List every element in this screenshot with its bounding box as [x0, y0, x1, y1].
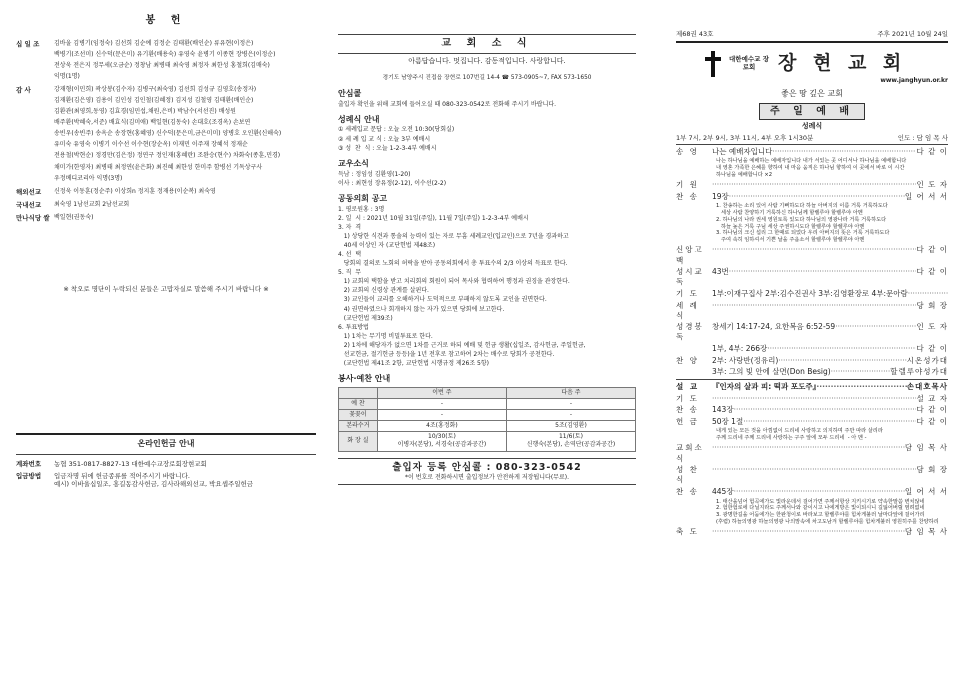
worship-order-content: 3부: 그의 빛 안에 살면(Don Besig): [712, 367, 831, 377]
worship-order-key: 찬 송: [676, 191, 699, 201]
news-column: [338, 0, 636, 678]
worship-order-item: [676, 322, 948, 342]
table-row: 화 장 실 10/30(토) 이병자(본당), 서경숙(공감과공간) 11/6(토) 신행숙(본당), 손역단(공감과공간): [339, 432, 636, 451]
worship-order-note: 1. 태산을넘어 험곡에가도 빛라운데서 걸어가면 주께서항상 지키시기로 약속한말씀 변치않네: [716, 498, 925, 505]
worship-order-key: 교회소식: [676, 443, 704, 463]
volume-number: 제68권 43호: [676, 30, 714, 38]
worship-order-leader: 다 같 이: [916, 245, 948, 255]
worship-order-note: 하늘 높은 거룩 구님 세상 주권하시도다 할렐루야 할렐루야 아멘: [716, 223, 865, 230]
worship-order-leader: 일 어 서 서: [904, 486, 948, 496]
offering-names-line: 김환관(최영희,동영) 김효경(임민섭,채원,은비) 박남수(서선진) 배성원: [54, 108, 236, 116]
news-line: 이사 : 최현성 장유정(2-12), 이수선(2-2): [338, 179, 447, 187]
worship-order-note: (후렴) 하늘의영광 하늘의영광 나의맘속에 차고도남겨 할렐루야를 힘차게불러 영원히주를 찬양하리: [716, 518, 939, 525]
method-line-1: 입금자명 뒤에 헌금종류를 적어주시기 바랍니다.: [54, 471, 190, 480]
worship-order-content: 19장: [712, 191, 729, 201]
news-section-title: 교우소식: [338, 158, 369, 168]
worship-order-key: 기 도: [676, 288, 699, 298]
worship-order-item: [676, 443, 948, 463]
news-line: (교단헌법 제41조 2항, 교단헌법 시행규정 제26조 5항): [338, 360, 489, 368]
offering-group: [16, 86, 316, 186]
worship-order-leader: 다 같 이: [916, 344, 948, 354]
service-table: [338, 387, 636, 452]
worship-order-content: 『인자의 살과 피: 떡과 포도주』: [712, 381, 817, 391]
worship-order-item: [676, 289, 948, 299]
table-row: 본라수거 4조(홍정화) 5조(김영환): [339, 421, 636, 432]
service-times: 1부 7시, 2부 9시, 3부 11시, 4부 오후 1시30분: [676, 133, 814, 142]
worship-order-leader: 시온성가대: [906, 355, 948, 365]
account-key: 계좌번호: [16, 459, 42, 468]
worship-title: 주 일 예 배: [759, 103, 865, 121]
news-line: ① 세례입교 문답 : 오늘 오전 10:30(당회실): [338, 126, 455, 134]
worship-column: [676, 0, 948, 678]
worship-order-note: 3. 광명한길을 어둠에가는 한완청이로 바라보고 할렐루야를 힘차게불러 날마다앞에 걸어가리: [716, 512, 925, 519]
worship-order-item: [676, 245, 948, 265]
worship-order-key: 찬 송: [676, 405, 699, 415]
worship-order-note: 2. 하나님의 나라 권세 영원토록 있도다 하나님의 영광나라 거룩 거룩하도다: [716, 216, 887, 223]
worship-order-key: 성시교독: [676, 267, 704, 287]
church-name: 장 현 교 회: [778, 51, 907, 74]
denomination-name: 대한예수교 장로회: [729, 54, 769, 71]
offering-group: [16, 40, 316, 84]
worship-order-key: 헌 금: [676, 416, 699, 426]
worship-order-key: 축 도: [676, 527, 699, 537]
worship-order-leader: 다 같 이: [916, 416, 948, 426]
worship-order-key: 찬 양: [676, 355, 699, 365]
news-line: 1) 교회의 택함을 받고 치리회의 회원이 되어 목사와 협력하여 행정과 권징을 관장한다.: [338, 278, 570, 286]
worship-order-content: 2부: 사랑반(정유리): [712, 355, 779, 365]
safe-call-number: 출입자 등록 안심콜 : 080-323-0542: [392, 461, 582, 473]
bulletin-date: 주후 2021년 10월 24일: [877, 30, 948, 38]
offering-group-key: 만나식당 쌀: [16, 213, 50, 222]
offering-group-key: 십 일 조: [16, 39, 40, 48]
worship-order-item: [676, 417, 948, 427]
offering-names-line: 강재형(이민희) 곽상봉(김수자) 김병구(최숙영) 김선희 김성규 김영호(송정자): [54, 85, 257, 93]
news-line: ③ 성 찬 식 : 오늘 1-2-3-4부 예배시: [338, 144, 437, 152]
offering-group: [16, 201, 316, 212]
offering-group: [16, 214, 316, 225]
service-head-next: 다음 주: [506, 387, 635, 398]
offering-names-line: 최숙영 1남선교회 2남선교회: [54, 200, 130, 208]
news-line: 당회의 결의로 노회의 허락을 받아 공동의회에서 총 투표수의 2/3 이상의 득표로 한다.: [338, 260, 568, 268]
news-line: 6. 투표방법: [338, 323, 369, 331]
offering-group-key: 국내선교: [16, 200, 42, 209]
worship-order-key: 기 도: [676, 393, 699, 403]
cross-icon: [704, 51, 722, 77]
table-row: 예 찬 - -: [339, 399, 636, 410]
worship-order-content: 1부:이재구집사 2부:김수진권사 3부:김영환장로 4부:문아람: [712, 288, 908, 298]
worship-order-content: 50장 1절: [712, 416, 744, 426]
worship-order-key: 찬 송: [676, 486, 699, 496]
offering-names-line: 배주환(박혜숙,서준) 배효식(김미애) 백일현(김동숙) 손대호(조경옥) 손보연: [54, 119, 251, 127]
worship-order-item: [676, 487, 948, 497]
worship-order-item: [676, 180, 948, 190]
offering-names-line: 백일현(권동숙): [54, 213, 94, 221]
worship-order-leader: 일 어 서 서: [904, 191, 948, 201]
news-line: 4) 권면하였으나 회개하지 않는 자가 있으면 당회에 보고한다.: [338, 305, 505, 313]
offering-names-line: 신정욱 이동훈(정순주) 이상희n 정지훈 정재용(이순복) 최숙영: [54, 187, 216, 195]
online-offering-title: 온라인헌금 안내: [137, 439, 195, 448]
worship-order-item: [676, 267, 948, 287]
worship-order-key: 신앙고백: [676, 245, 704, 265]
worship-order-note: 주여 속히 임하셔서 기쁜 날을 주옵소서 할렐루야 할렐루야 아멘: [716, 237, 865, 244]
worship-order-item: [676, 405, 948, 415]
worship-order-content: 나는 예배자입니다: [712, 146, 773, 156]
service-leader: 인도 : 담 임 목 사: [897, 133, 948, 142]
worship-order-item: [676, 465, 948, 485]
worship-order-item: [676, 527, 948, 537]
worship-order-item: [676, 379, 948, 392]
news-line: 득남 : 정임성 김환영(1-20): [338, 170, 411, 178]
worship-order-leader: 다 같 이: [916, 267, 948, 277]
worship-order-leader: 손대호목사: [906, 381, 948, 391]
church-logo: [676, 51, 948, 77]
greeting: 아름답습니다. 멋집니다. 감동적입니다. 사랑합니다.: [408, 56, 566, 65]
worship-order-key: 성 찬 식: [676, 465, 699, 485]
news-line: 4. 선 택: [338, 250, 362, 258]
worship-order-content: 1부, 4부: 266장: [712, 344, 768, 354]
safe-call-note: *이 번호로 전화하시면 출입정보가 안전하게 저장됩니다(무료).: [404, 474, 570, 482]
method-key: 입금방법: [16, 471, 42, 480]
worship-order-note: 2. 험한험로에 다닐지라도 주께서나와 같이시고 나에게방은 빛이되시니 길잃어버릴 염려없네: [716, 505, 925, 512]
service-title: 봉사·예찬 안내: [338, 374, 391, 384]
news-line: 1) 상당한 식견과 통솔의 능력이 있는 자로 무흠 세례교인(입교인)으로 7년을 경과하고: [338, 232, 569, 240]
worship-order: [676, 147, 948, 537]
news-line: 2. 일 시 : 2021년 10월 31일(주일), 11월 7일(주일) 1-2-3-4부 예배시: [338, 214, 529, 222]
offering-names-line: 김재환(김은영) 김용이 김인성 김인철(김혜정) 김지성 김철영 김태환(배인순): [54, 96, 254, 104]
worship-order-key: 세 례 식: [676, 300, 699, 320]
worship-order-key: 설 교: [676, 381, 700, 391]
news-section-title: 성례식 안내: [338, 114, 380, 124]
slogan: 좋은 땅 깊은 교회: [781, 88, 843, 98]
worship-order-content: 창세기 14:17-24, 요한복음 6:52-59: [712, 322, 836, 332]
offering-names-line: 김바울 김병기(임정숙) 김선희 김순예 김정순 김태환(배인순) 류유현(이정은): [54, 39, 254, 47]
worship-order-item: [676, 147, 948, 157]
worship-order-leader: 다 같 이: [916, 146, 948, 156]
online-offering-box: [16, 433, 316, 489]
ceremony-title: 성례식: [801, 122, 823, 131]
news-line: 5. 직 무: [338, 269, 362, 277]
worship-order-item: [676, 367, 948, 377]
offering-column: [16, 0, 316, 678]
worship-order-leader: 인 도 자: [916, 180, 948, 190]
news-section-title: 안심콜: [338, 88, 362, 98]
offering-names-line: 전상욱 전은지 정무세(오금순) 정창남 최병태 최숙영 최정자 최한성 홍철희(김매숙): [54, 61, 270, 69]
worship-order-leader: 담 임 목 사: [904, 443, 948, 453]
church-address: 경기도 남양주시 진접읍 장현로 107번길 14-4 ☎ 573-0905~7, FAX 573-1650: [382, 74, 592, 81]
news-sections: [338, 89, 636, 368]
offering-groups: [16, 40, 316, 226]
news-line: 1) 1차는 무기명 비밀투표로 한다.: [338, 332, 433, 340]
worship-order-note: 내게 있는 모든 것을 아낌없이 드리네 사랑하고 의지하며 주만 따라 살리라: [716, 428, 883, 435]
worship-order-key: 기 원: [676, 180, 699, 190]
offering-names-line: 익명(1명): [54, 72, 80, 80]
offering-names-line: 백병기(조선미) 신수덕(문은미) 유기환(배용숙) 유영숙 윤병기 이종현 장병은(이정순): [54, 50, 276, 58]
news-line: 출입자 확인을 위해 교회에 들어오실 때 080-323-0542로 전화해 주시기 바랍니다.: [338, 100, 557, 108]
worship-order-leader: 인 도 자: [916, 322, 948, 332]
offering-group: [16, 188, 316, 199]
table-row: 꽃꽂이 - -: [339, 410, 636, 421]
worship-order-leader: 당 회 장: [916, 300, 948, 310]
news-line: 1. 평로원홍 : 3명: [338, 205, 385, 213]
worship-order-note: 나는 하나님을 예배하는 예배자입니다 내가 서있는 곳 어디서나 하나님을 예배합니다: [716, 158, 907, 165]
service-head-empty: [339, 387, 378, 398]
worship-order-leader: 설 교 자: [916, 393, 948, 403]
worship-order-leader: 담 회 장: [916, 465, 948, 475]
worship-order-note: 하나님을 예배합니다 ×2: [716, 171, 773, 178]
offering-group-key: 해외선교: [16, 187, 42, 196]
account-number: 농협 351-0817-8827-13 대한예수교장로회장현교회: [54, 459, 207, 468]
omission-notice: ※ 착오로 명단이 누락되신 분들은 고맙자실로 말씀해 주시기 바랍니다 ※: [63, 285, 269, 293]
service-head-this: 이번 주: [377, 387, 506, 398]
worship-order-content: 445장: [712, 486, 734, 496]
offering-names-line: 전용철(박현순) 정경만(김은정) 정연구 정인재(홍혜란) 조완승(현수) 차화숙(종훈,민경): [54, 152, 281, 160]
worship-order-item: [676, 192, 948, 202]
worship-order-note: 3. 하나님의 크신 섭리 그 한때로 되었다 우리 아버지의 뜻은 거룩 거룩하도다: [716, 230, 890, 237]
worship-order-note: 주께 드리네 주께 드리네 사랑하는 구주 앞에 모두 드리네 - 아 멘 -: [716, 435, 867, 442]
news-line: 40세 이상인 자 (교단헌법 제48조): [338, 241, 436, 249]
news-line: 3. 자 격: [338, 223, 362, 231]
offering-names-line: 우정베디코리아 익명(3명): [54, 174, 123, 182]
worship-order-item: [676, 301, 948, 321]
news-line: 2) 1차에 해당자가 없으면 1차를 근거로 하되 예배 및 헌금 생활(십일조, 감사헌금, 주일헌금,: [338, 341, 586, 349]
website: www.janghyun.or.kr: [880, 76, 948, 84]
news-line: 2) 교회의 신령상 관계를 살핀다.: [338, 287, 429, 295]
worship-order-content: 143장: [712, 405, 734, 415]
worship-order-item: [676, 356, 948, 366]
worship-order-note: 내 영혼 가족한 은혜를 향하여 내 마음 움직은 하나님 향하여 이 곳에서 바로 이 시간: [716, 165, 905, 172]
worship-order-key: 성경봉독: [676, 322, 704, 342]
offering-names-line: 송빈우(송빈주) 송옥순 송장현(홍혜영) 신수덕(문은미,금은미미) 양병호 오인환(신해숙): [54, 130, 282, 138]
worship-order-leader: 할렐루야성가대: [890, 367, 948, 377]
news-line: 선교헌금, 절기헌금 등등)을 1년 전후로 참고하여 2차는 배수로 당회가 공천한다.: [338, 351, 555, 358]
news-section-title: 공동의회 공고: [338, 193, 388, 203]
offering-names-line: 유미숙 유영숙 이병기 이수선 이수현(장순옥) 이재민 이주재 장혜석 정재순: [54, 141, 248, 149]
worship-order-content: 43번: [712, 267, 729, 277]
method-line-2: 예시) 이바울십일조, 홍길동감사헌금, 김사라해외선교, 박요셉주일헌금: [54, 480, 254, 489]
worship-order-key: 송 영: [676, 146, 699, 156]
worship-order-item: [676, 394, 948, 404]
news-title: 교 회 소 식: [441, 38, 533, 49]
news-line: 3) 교인들이 교리를 오해하거나 도덕적으로 부패하지 않도록 교인을 권면한다.: [338, 296, 547, 304]
offering-names-line: 채미가(한영자) 최병태 최정연(윤은화) 최진혜 최한성 한미주 함병선 기독상구사: [54, 163, 263, 171]
worship-order-item: [676, 344, 948, 354]
offering-group-key: 감 사: [16, 85, 31, 94]
worship-order-leader: 다 같 이: [916, 405, 948, 415]
news-line: (교단헌법 제39조): [338, 314, 393, 322]
news-line: ② 세 례 입 교 식 : 오늘 3부 예배시: [338, 135, 431, 143]
worship-order-note: 세상 사람 찬양하기 거룩하신 하나님께 할렐루야 할렐루야 아멘: [716, 210, 863, 217]
worship-order-note: 1. 찬송하는 소리 있어 사람 기뻐하도다 하늘 아버지의 이름 거룩 거룩하도다: [716, 203, 888, 210]
worship-order-leader: 담 임 목 사: [904, 527, 948, 537]
offering-title: 봉 헌: [145, 15, 187, 26]
